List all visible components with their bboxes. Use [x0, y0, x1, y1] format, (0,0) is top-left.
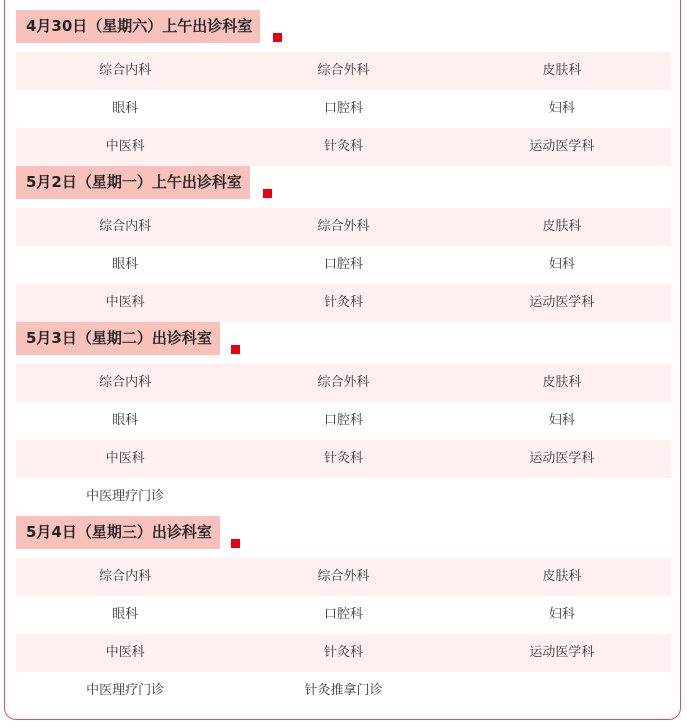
table-row	[16, 478, 671, 516]
table-row	[16, 90, 671, 128]
department-cell: 眼科	[112, 413, 139, 428]
section-marker	[263, 189, 272, 198]
table-row	[16, 440, 671, 478]
section-header	[16, 166, 671, 199]
department-cell: 眼科	[112, 257, 139, 272]
department-cell: 中医科	[105, 139, 145, 154]
department-cell: 中医理疗门诊	[86, 683, 165, 698]
department-cell: 综合外科	[317, 375, 370, 390]
section-header	[16, 516, 671, 549]
section-marker	[273, 33, 282, 42]
department-cell: 运动医学科	[529, 451, 595, 466]
department-cell: 运动医学科	[529, 139, 595, 154]
department-cell: 妇科	[548, 413, 575, 428]
department-cell: 综合内科	[99, 375, 152, 390]
department-cell: 综合内科	[99, 63, 152, 78]
table-row	[16, 208, 671, 246]
department-cell: 运动医学科	[529, 645, 595, 660]
section-title: 5月4日（星期三）出诊科室	[16, 516, 220, 549]
department-cell: 针灸推拿门诊	[304, 683, 383, 698]
department-cell: 眼科	[112, 607, 139, 622]
department-cell	[453, 478, 671, 516]
table-row	[16, 558, 671, 596]
table-row	[16, 284, 671, 322]
department-cell: 皮肤科	[542, 375, 582, 390]
department-cell: 运动医学科	[529, 295, 595, 310]
table-row	[16, 128, 671, 166]
schedule-section-apr30	[16, 10, 671, 154]
department-cell: 口腔科	[323, 607, 363, 622]
department-cell	[234, 478, 452, 516]
section-title: 5月2日（星期一）上午出诊科室	[16, 166, 250, 199]
department-cell	[453, 672, 671, 710]
section-title: 5月3日（星期二）出诊科室	[16, 322, 220, 355]
section-header	[16, 10, 671, 43]
table-row	[16, 52, 671, 90]
table-row	[16, 672, 671, 710]
department-cell: 妇科	[548, 257, 575, 272]
department-cell: 中医科	[105, 645, 145, 660]
department-cell: 眼科	[112, 101, 139, 116]
department-cell: 妇科	[548, 607, 575, 622]
department-cell: 皮肤科	[542, 63, 582, 78]
table-row	[16, 246, 671, 284]
department-cell: 中医科	[105, 295, 145, 310]
department-cell: 综合内科	[99, 569, 152, 584]
schedule-section-may3	[16, 322, 671, 504]
section-header	[16, 322, 671, 355]
department-cell: 针灸科	[323, 139, 363, 154]
department-cell: 妇科	[548, 101, 575, 116]
schedule-section-may4	[16, 516, 671, 698]
department-cell: 针灸科	[323, 645, 363, 660]
table-row	[16, 402, 671, 440]
section-marker	[231, 539, 240, 548]
department-cell: 口腔科	[323, 101, 363, 116]
department-cell: 皮肤科	[542, 219, 582, 234]
department-cell: 中医理疗门诊	[86, 489, 165, 504]
department-cell: 皮肤科	[542, 569, 582, 584]
department-cell: 综合外科	[317, 219, 370, 234]
section-marker	[231, 345, 240, 354]
table-row	[16, 364, 671, 402]
schedule-section-may2	[16, 166, 671, 310]
table-row	[16, 596, 671, 634]
table-row	[16, 634, 671, 672]
department-cell: 口腔科	[323, 413, 363, 428]
department-cell: 中医科	[105, 451, 145, 466]
department-cell: 综合外科	[317, 63, 370, 78]
department-cell: 综合内科	[99, 219, 152, 234]
department-cell: 针灸科	[323, 451, 363, 466]
department-cell: 综合外科	[317, 569, 370, 584]
section-title: 4月30日（星期六）上午出诊科室	[16, 10, 260, 43]
department-cell: 口腔科	[323, 257, 363, 272]
department-cell: 针灸科	[323, 295, 363, 310]
